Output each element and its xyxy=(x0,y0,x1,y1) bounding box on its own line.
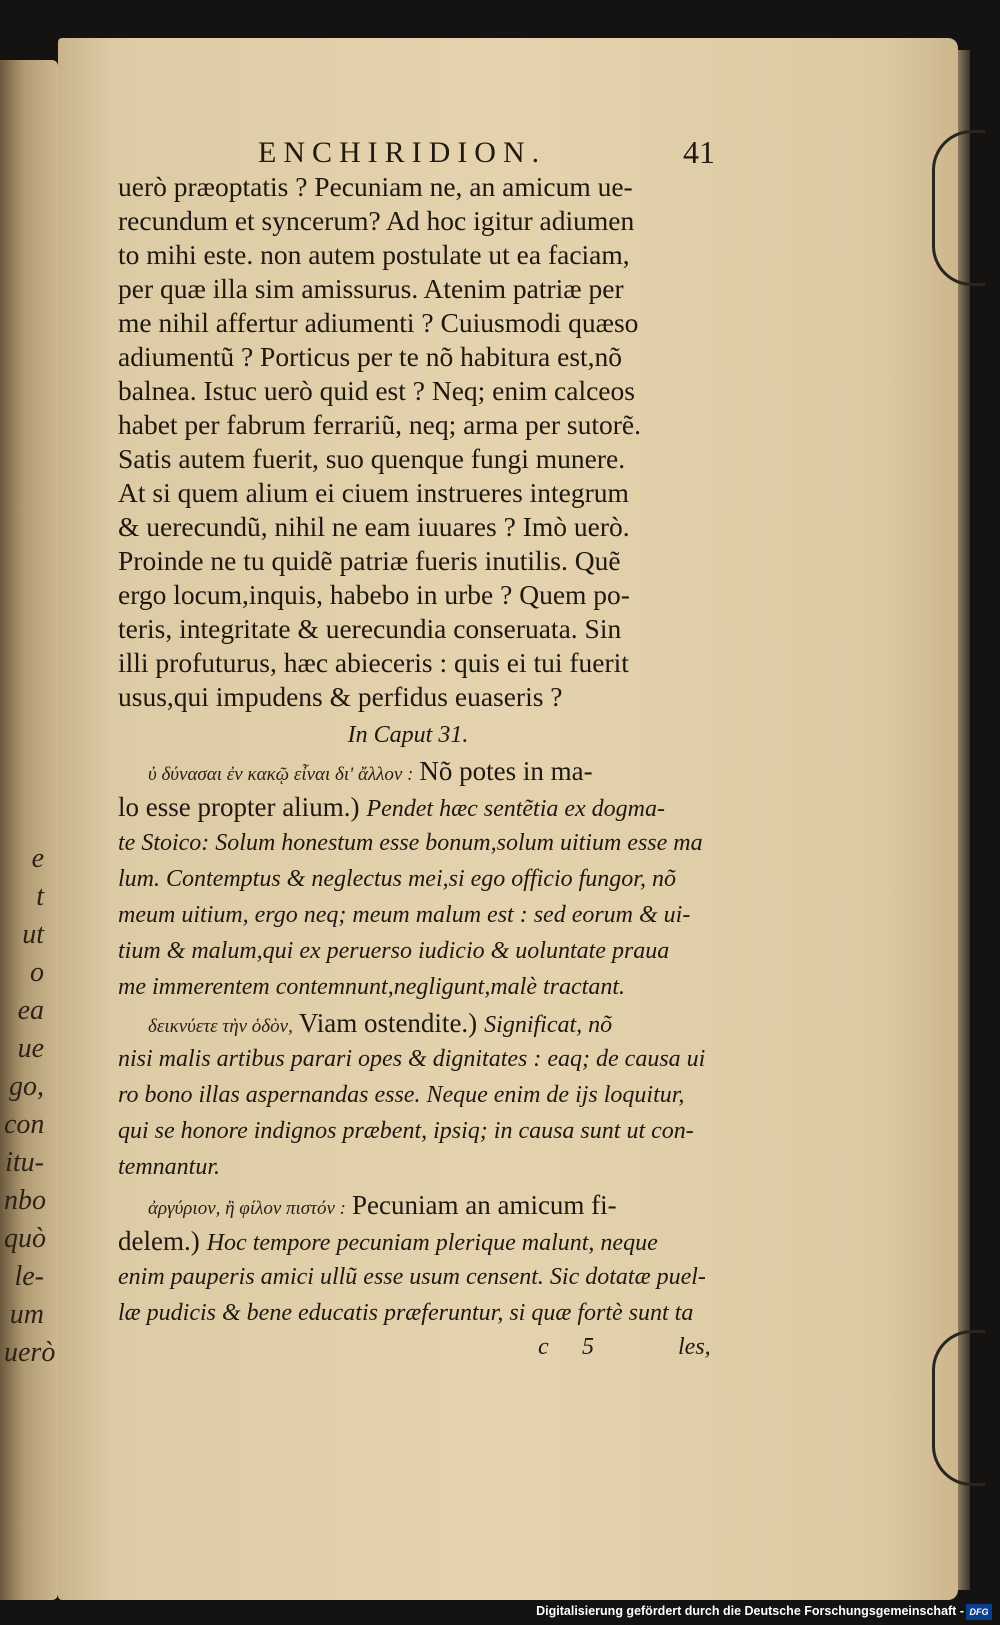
facing-fragment: ea xyxy=(17,995,44,1026)
body-line: At si quem alium ei ciuem instrueres integrum xyxy=(118,477,629,508)
body-line: teris, integritate & uerecundia conseruata. Sin xyxy=(118,613,622,644)
commentary-line xyxy=(148,754,718,788)
greek-lemma: ἀργύριον, ἢ φίλον πιστόν : xyxy=(148,1198,346,1219)
body-line: & uerecundũ, nihil ne eam iuuares ? Imò uerò. xyxy=(118,511,630,542)
book-clamp xyxy=(932,130,985,286)
facing-fragment: e xyxy=(31,843,44,874)
body-line: per quæ illa sim amissurus. Atenim patriæ per xyxy=(118,273,624,304)
body-line: uerò præoptatis ? Pecuniam ne, an amicum ue- xyxy=(118,171,633,202)
page-number: 41 xyxy=(683,134,715,170)
commentary-line xyxy=(148,1006,718,1040)
facing-fragment: um xyxy=(9,1299,44,1330)
section-heading: In Caput 31. xyxy=(347,722,469,748)
body-line: usus,qui impudens & perfidus euaseris ? xyxy=(118,681,563,712)
lemma-translation: Viam ostendite.) xyxy=(298,1008,478,1038)
commentary-line xyxy=(148,1188,718,1222)
signature-mark: c xyxy=(538,1334,549,1360)
body-line: Proinde ne tu quidẽ patriæ fueris inutilis. Quẽ xyxy=(118,545,621,576)
facing-page-text-fragments xyxy=(4,840,56,1372)
body-line: recundum et syncerum? Ad hoc igitur adiumen xyxy=(118,205,635,236)
commentary-line: læ pudicis & bene educatis præferuntur, si quæ fortè sunt ta xyxy=(118,1300,694,1326)
commentary-line: temnantur. xyxy=(118,1154,220,1180)
lemma-translation: Pecuniam an amicum fi- xyxy=(352,1190,617,1220)
facing-fragment: con xyxy=(4,1109,45,1140)
commentary-text: Pendet hæc sentẽtia ex dogma- xyxy=(366,796,666,822)
body-line: habet per fabrum ferrariũ, neq; arma per sutorẽ. xyxy=(118,409,642,440)
commentary-line xyxy=(118,1224,718,1258)
facing-fragment: itu- xyxy=(5,1147,44,1178)
digitization-credit: Digitalisierung gefördert durch die Deutsche Forschungsgemeinschaft - xyxy=(536,1604,964,1618)
greek-lemma: ὐ δύνασαι ἐν κακῷ εἶναι δι' ἄλλον : xyxy=(148,764,414,785)
facing-page-edge xyxy=(0,60,58,1600)
lemma-translation: delem.) xyxy=(118,1226,200,1256)
body-line: adiumentũ ? Porticus per te nõ habitura est,nõ xyxy=(118,341,623,372)
facing-fragment: ut xyxy=(22,919,44,950)
commentary-line: meum uitium, ergo neq; meum malum est : sed eorum & ui- xyxy=(118,902,691,928)
commentary-line: ro bono illas aspernandas esse. Neque enim de ijs loquitur, xyxy=(118,1082,685,1108)
lemma-translation: Nõ potes in ma- xyxy=(419,756,593,786)
commentary-line: te Stoico: Solum honestum esse bonum,solum uitium esse ma xyxy=(118,830,703,856)
commentary-text: Hoc tempore pecuniam plerique malunt, neque xyxy=(206,1230,658,1256)
facing-fragment: quò xyxy=(4,1223,46,1254)
body-line: illi profuturus, hæc abieceris : quis ei tui fuerit xyxy=(118,647,629,678)
body-line: Satis autem fuerit, suo quenque fungi munere. xyxy=(118,443,626,474)
catchword: les, xyxy=(678,1334,711,1360)
signature-number: 5 xyxy=(582,1334,594,1360)
book-page xyxy=(58,38,958,1600)
running-head: ENCHIRIDION. xyxy=(258,136,547,169)
greek-lemma: δεικνύετε τὴν ὁδὸν, xyxy=(148,1016,293,1037)
commentary-line xyxy=(118,790,718,824)
body-line: to mihi este. non autem postulate ut ea faciam, xyxy=(118,239,630,270)
facing-fragment: go, xyxy=(9,1071,44,1102)
facing-fragment: le- xyxy=(14,1261,44,1292)
commentary-line: me immerentem contemnunt,negligunt,malè tractant. xyxy=(118,974,625,1000)
dfg-logo: DFG xyxy=(966,1604,992,1620)
commentary-text: Significat, nõ xyxy=(484,1012,613,1038)
facing-fragment: t xyxy=(36,881,44,912)
body-line: ergo locum,inquis, habebo in urbe ? Quem po- xyxy=(118,579,630,610)
facing-fragment: uerò xyxy=(4,1337,56,1368)
facing-fragment: o xyxy=(30,957,44,988)
book-clamp xyxy=(932,1330,985,1486)
commentary-line: enim pauperis amici ullũ esse usum censent. Sic dotatæ puel- xyxy=(118,1264,706,1290)
commentary-line: nisi malis artibus parari opes & dignitates : eaq; de causa ui xyxy=(118,1046,706,1072)
commentary-line: tium & malum,qui ex peruerso iudicio & uoluntate praua xyxy=(118,938,670,964)
lemma-translation: lo esse propter alium.) xyxy=(118,792,360,822)
commentary-line: qui se honore indignos præbent, ipsiq; in causa sunt ut con- xyxy=(118,1118,694,1144)
facing-fragment: ue xyxy=(17,1033,44,1064)
facing-fragment: nbo xyxy=(4,1185,46,1216)
commentary-line: lum. Contemptus & neglectus mei,si ego officio fungor, nõ xyxy=(118,866,676,892)
body-line: balnea. Istuc uerò quid est ? Neq; enim calceos xyxy=(118,375,635,406)
body-line: me nihil affertur adiumenti ? Cuiusmodi quæso xyxy=(118,307,639,338)
signature-line xyxy=(538,1334,718,1370)
